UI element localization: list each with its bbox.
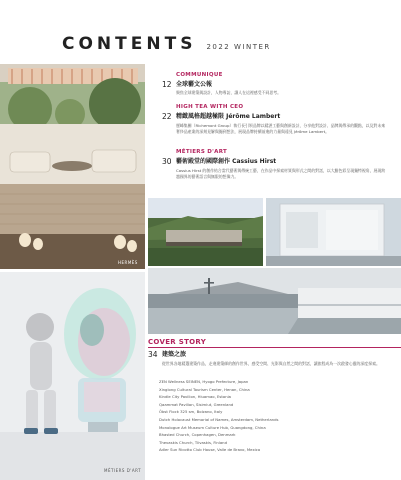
list-item: Adler Sun Ricotto Club House, Valle de Bravo, Mexico bbox=[159, 447, 261, 453]
list-item: Bhasted Church, Copenhagen, Denmark bbox=[159, 432, 236, 438]
entry-description: Cassius Hirst 的創作結合當代藝術與傳統工藝，在作品中探索材質與形式之間的對話，以大膽色彩呈現獨特視角，展現跨越國界的藝術語言與無限的想像力。 bbox=[176, 168, 386, 179]
page-header bbox=[62, 34, 271, 54]
museum-photo bbox=[148, 198, 263, 266]
entry-description: 聚焦全球建築與設計，人物專訪，讓人在這裡感受不同思考。 bbox=[176, 90, 282, 95]
entry-number: 34 bbox=[148, 350, 158, 359]
entry-number: 22 bbox=[162, 112, 172, 121]
entry-number: 30 bbox=[162, 157, 172, 166]
entry-communique[interactable] bbox=[162, 80, 212, 89]
lounge-photo bbox=[0, 64, 145, 269]
entry-description: 從世界各地精選建築作品，走進建築師的創作世界，感受空間、光影與自然之間的對話，讓旅程成為一次啟發心靈的深度探索。 bbox=[162, 361, 380, 366]
list-item: Monologue Art Museum Culture Hub, Guangdong, China bbox=[159, 424, 266, 430]
list-item: Thevaskis Church, Tiivaskis, Finland bbox=[159, 439, 227, 445]
cover-story-label: COVER STORY bbox=[148, 338, 207, 346]
list-item: Kindle City Pavilion, Hiuamao, Estonia bbox=[159, 394, 231, 400]
section-label-high-tea: HIGH TEA WITH CEO bbox=[176, 104, 244, 110]
entry-cover-story[interactable] bbox=[148, 350, 186, 359]
sculpture-photo bbox=[0, 272, 145, 480]
entry-metiers[interactable] bbox=[162, 157, 276, 166]
cover-story-divider bbox=[148, 347, 401, 348]
entry-title: 全球藝文公報 bbox=[176, 81, 213, 88]
pavilion-photo bbox=[266, 198, 401, 266]
page-title: CONTENTS bbox=[62, 34, 197, 54]
entry-high-tea[interactable] bbox=[162, 112, 280, 121]
entry-title: 藝術殿堂的國際創作 Cassius Hirst bbox=[176, 158, 277, 165]
issue-label: 2022 WINTER bbox=[206, 43, 271, 51]
church-photo bbox=[148, 268, 401, 334]
project-list bbox=[159, 378, 278, 454]
section-label-metiers: MÉTIERS D'ART bbox=[176, 149, 228, 155]
section-label-communique: COMMUNIQUE bbox=[176, 72, 223, 78]
entry-title: 精緻風格超越極限 Jérôme Lambert bbox=[176, 113, 281, 120]
list-item: Dutch Holocaust Memorial of Names, Amsterdam, Netherlands bbox=[159, 416, 279, 422]
lounge-caption: HERMÈS bbox=[118, 260, 138, 265]
list-item: Qaammat Pavilion, Sisimiut, Greenland bbox=[159, 401, 234, 407]
entry-number: 12 bbox=[162, 80, 172, 89]
list-item: ZEN Wellness SEINEN, Hyogo Prefecture, Japan bbox=[159, 379, 249, 384]
list-item: Xinglong Cultural Tourism Center, Henan, China bbox=[159, 386, 250, 392]
list-item: Öbst Flock 325 sm, Bolzano, Italy bbox=[159, 409, 223, 415]
entry-title: 建築之旅 bbox=[162, 351, 187, 358]
sculpture-caption: MÉTIERS D'ART bbox=[104, 468, 142, 473]
entry-description: 歷峰集團（Richemont Group）執行長引領品牌以精湛工藝與創新設計，分享他對設計、品牌與傳承的觀點，以及對未來奢侈品產業的深刻見解與獨到想法，展現品牌持續前進的力量與遠見 Jérôme Lambert。 bbox=[176, 123, 386, 134]
